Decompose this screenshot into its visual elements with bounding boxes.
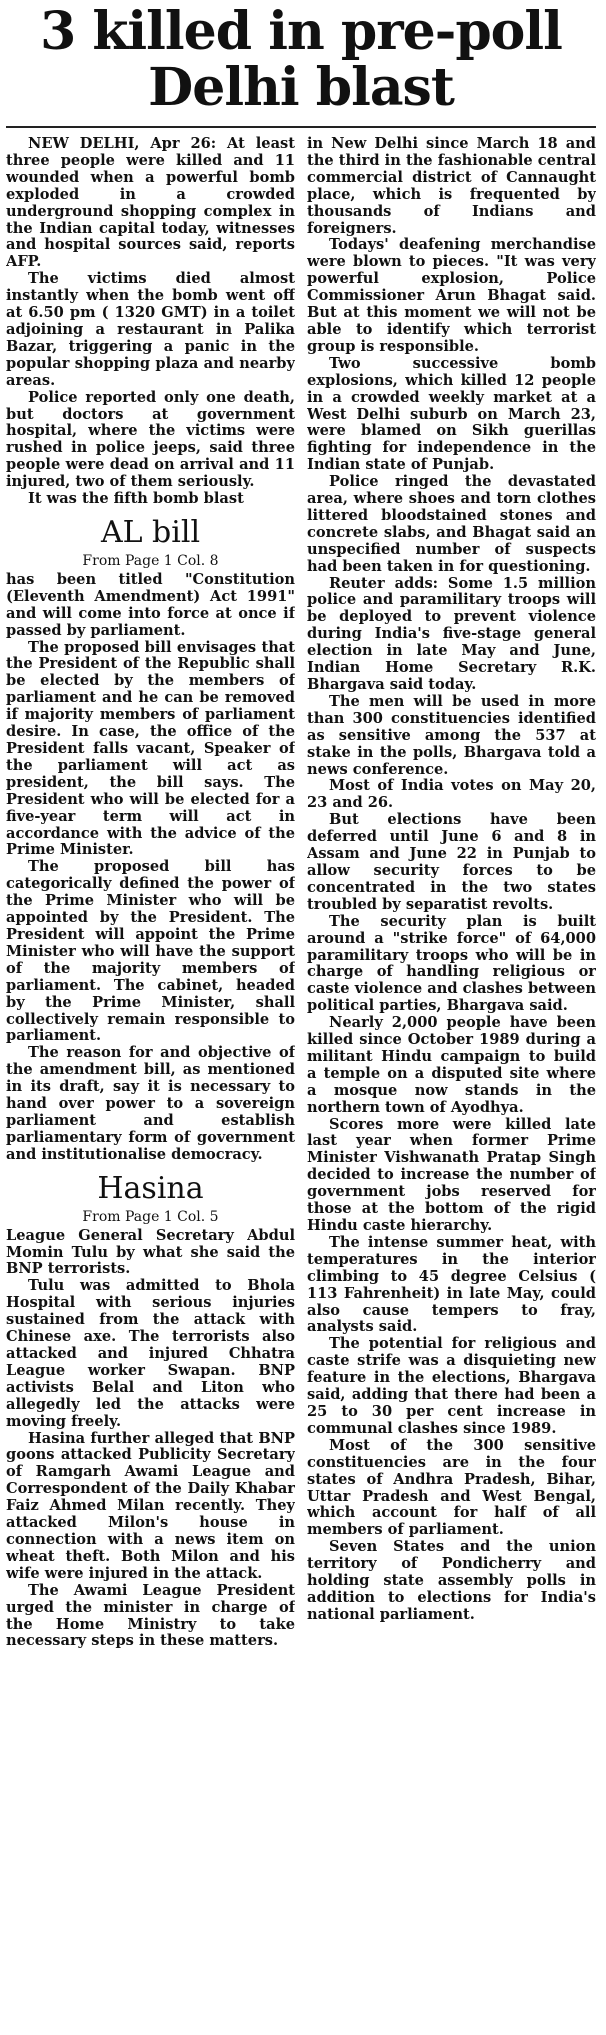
article-columns [6,136,596,1650]
blast-continued-paragraph: The men will be used in more than 300 constituencies identified as sensitive among the 537 at stake in the polls, Bhargava told a news conference. [307,692,596,778]
blast-continued-paragraph: Most of the 300 sensitive constituencies are in the four states of Andhra Pradesh, Bihar, Uttar Pradesh and West Bengal, which account for half of all members of parliament. [307,1436,596,1539]
blast-continued-paragraph: Nearly 2,000 people have been killed since October 1989 during a militant Hindu campaign to build a temple on a disputed site where a mosque now stands in the northern town of Ayodhya. [307,1014,596,1116]
hasina-paragraph: Hasina further alleged that BNP goons attacked Publicity Secretary of Ramgarh Awami League and Correspondent of the Daily Khabar Faiz Ahmed Milan recently. They attacked Milon's house in connection with a news item on wheat theft. Both Milon and his wife were injured in the attack. [6,1429,295,1582]
al-bill-paragraph: The proposed bill envisages that the President of the Republic shall be elected by the members of parliament and he can be removed if majority members of parliament desire. In case, the office of the President falls vacant, Speaker of the parliament will act as president, the bill says. The President who will be elected for a five-year term will act in accordance with the advice of the Prime Minister. [6,638,295,859]
blast-paragraph: NEW DELHI, Apr 26: At least three people were killed and 11 wounded when a powerful bomb exploded in a crowded underground shopping complex in the Indian capital today, witnesses and hospital sources said, reports AFP. [6,136,295,271]
hasina-paragraph: League General Secretary Abdul Momin Tulu by what she said the BNP terrorists. [6,1226,295,1278]
al-bill-paragraph: has been titled "Constitution (Eleventh Amendment) Act 1991" and will come into force at once if passed by parliament. [6,570,295,639]
blast-continued-paragraph: The intense summer heat, with temperatures in the interior climbing to 45 degree Celsius ( 113 Fahrenheit) in late May, could also cause tempers to fray, analysts said. [307,1233,596,1336]
blast-continued-paragraph: Reuter adds: Some 1.5 million police and paramilitary troops will be deployed to prevent violence during India's five-stage general election in late May and June, Indian Home Secretary R.K. Bhargava said today. [307,574,596,693]
al-bill-heading: AL bill [100,514,201,550]
al-bill-paragraph: The proposed bill has categorically defined the power of the Prime Minister who will be appointed by the President. The President will appoint the Prime Minister who will have the support of the majority members of parliament. The cabinet, headed by the Prime Minister, shall collectively remain responsible to parliament. [6,858,295,1045]
hasina-continuation: From Page 1 Col. 5 [82,1208,219,1225]
blast-continued-paragraph: But elections have been deferred until June 6 and 8 in Assam and June 22 in Punjab to allow security forces to be concentrated in the two states troubled by separatist revolts. [307,811,596,913]
blast-continued-paragraph: Seven States and the union territory of Pondicherry and holding state assembly polls in addition to elections for India's national parliament. [307,1538,596,1623]
al-bill-paragraph: The reason for and objective of the amendment bill, as mentioned in its draft, say it is necessary to hand over power to a sovereign parliament and establish parliamentary form of government and institutionalise democracy. [6,1044,295,1163]
blast-paragraph: Police reported only one death, but doctors at government hospital, where the victims were rushed in police jeeps, said three people were dead on arrival and 11 injured, two of them seriously. [6,388,295,491]
right-column [307,136,596,1650]
blast-continued-paragraph: Two successive bomb explosions, which killed 12 people in a crowded weekly market at a West Delhi suburb on March 23, were blamed on Sikh guerillas fighting for independence in the Indian state of Punjab. [307,354,596,474]
blast-paragraph: The victims died almost instantly when the bomb went off at 6.50 pm ( 1320 GMT) in a toilet adjoining a restaurant in Palika Bazar, triggering a panic in the popular shopping plaza and nearby areas. [6,270,295,389]
hasina-paragraph: Tulu was admitted to Bhola Hospital with serious injuries sustained from the attack with Chinese axe. The terrorists also attacked and injured Chhatra League worker Swapan. BNP activists Belal and Liton who allegedly led the attacks were moving freely. [6,1277,295,1430]
al-bill-continuation: From Page 1 Col. 8 [82,552,219,569]
headline-divider [6,126,596,128]
blast-continued-paragraph: Scores more were killed late last year when former Prime Minister Vishwanath Pratap Singh decided to increase the number of government jobs reserved for those at the bottom of the rigid Hindu caste hierarchy. [307,1115,596,1234]
blast-continued-paragraph: The security plan is built around a "strike force" of 64,000 paramilitary troops who will be in charge of handling religious or caste violence and clashes between political parties, Bhargava said. [307,912,596,1015]
blast-continued-paragraph: in New Delhi since March 18 and the third in the fashionable central commercial district of Cannaught place, which is frequented by thousands of Indians and foreigners. [307,136,596,237]
hasina-paragraph: The Awami League President urged the minister in charge of the Home Ministry to take necessary steps in these matters. [6,1581,295,1650]
left-column [6,136,295,1650]
headline-line-1: 3 killed in pre-poll [40,1,562,62]
headline-line-2: Delhi blast [148,57,454,118]
blast-continued-paragraph: Most of India votes on May 20, 23 and 26. [307,777,596,812]
blast-continued-paragraph: Police ringed the devastated area, where shoes and torn clothes littered bloodstained stones and concrete slabs, and Bhagat said an unspecified number of suspects had been taken in for questioning. [307,473,596,575]
blast-continued-paragraph: Todays' deafening merchandise were blown to pieces. "It was very powerful explosion, Police Commissioner Arun Bhagat said. But at this moment we will not be able to identify which terrorist group is responsible. [307,236,596,355]
hasina-heading: Hasina [97,1170,204,1206]
blast-continued-paragraph: The potential for religious and caste strife was a disquieting new feature in the elections, Bhargava said, adding that there had been a 25 to 30 per cent increase in communal clashes since 1989. [307,1335,596,1437]
headline [6,0,596,116]
blast-paragraph: It was the fifth bomb blast [28,490,244,508]
